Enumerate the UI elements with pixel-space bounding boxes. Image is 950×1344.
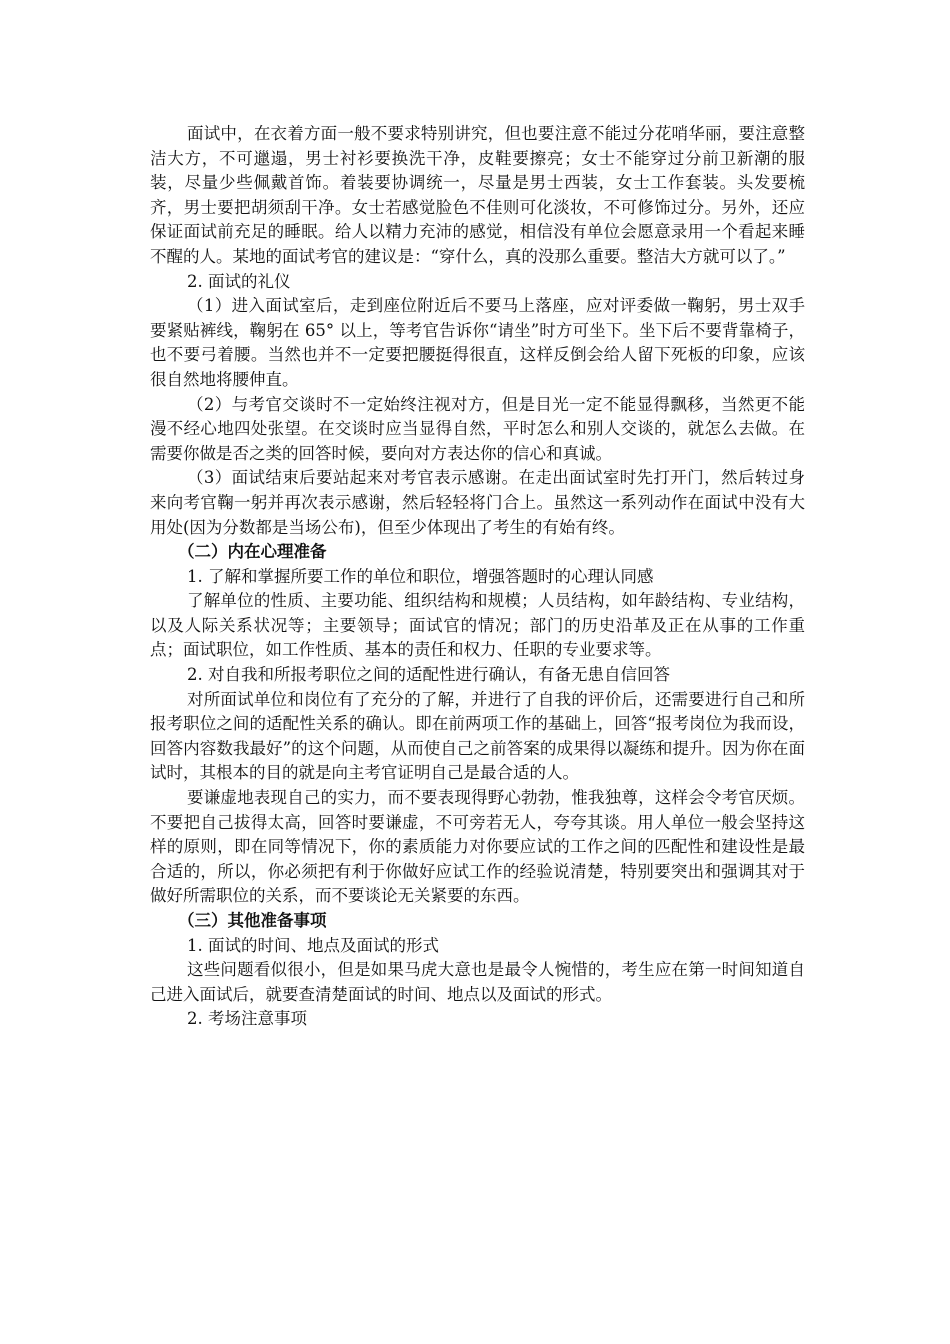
- section-heading-psychology: （二）内在心理准备: [178, 542, 327, 562]
- section-heading-other: （三）其他准备事项: [178, 911, 327, 930]
- paragraph-fit: 对所面试单位和岗位有了充分的了解，并进行了自我的评价后，还需要进行自己和所报考职位之间的适配性关系的确认。即在前两项工作的基础上，回答“报考岗位为我而设，回答内容数我最好”的这个问题，从而使自己之前答案的成果得以凝练和提升。因为你在面试时，其根本的目的就是向主考官证明自己是最合适的人。: [150, 689, 805, 783]
- paragraph-etiquette-2: （2）与考官交谈时不一定始终注视对方，但是目光一定不能显得飘移，当然更不能漫不经心地四处张望。在交谈时应当显得自然，平时怎么和别人交谈的，就怎么去做。在需要你做是否之类的回答时候，要向对方表达你的信心和真诚。: [150, 394, 805, 463]
- subheading-exam-notes: 2. 考场注意事项: [187, 1009, 307, 1029]
- paragraph-modesty: 要谦虚地表现自己的实力，而不要表现得野心勃勃，惟我独尊，这样会令考官厌烦。不要把自己拔得太高，回答时要谦虚，不可旁若无人，夸夸其谈。用人单位一般会坚持这样的原则，即在同等情况下，你的素质能力对你要应试的工作之间的匹配性和建设性是最合适的，所以，你必须把有利于你做好应试工作的经验说清楚，特别要突出和强调其对于做好所需职位的关系，而不要谈论无关紧要的东西。: [150, 788, 805, 906]
- subheading-fit: 2. 对自我和所报考职位之间的适配性进行确认，有备无患自信回答: [187, 665, 670, 685]
- paragraph-attire: 面试中，在衣着方面一般不要求特别讲究，但也要注意不能过分花哨华丽，要注意整洁大方，不可邋遢，男士衬衫要换洗干净，皮鞋要擦亮；女士不能穿过分前卫新潮的服装，尽量少些佩戴首饰。着装要协调统一，尽量是男士西装，女士工作套装。头发要梳齐，男士要把胡须刮干净。女士若感觉脸色不佳则可化淡妆，不可修饰过分。另外，还应保证面试前充足的睡眠。给人以精力充沛的感觉，相信没有单位会愿意录用一个看起来睡不醒的人。某地的面试考官的建议是：“穿什么，真的没那么重要。整洁大方就可以了。”: [150, 124, 805, 266]
- subheading-understand-unit: 1. 了解和掌握所要工作的单位和职位，增强答题时的心理认同感: [187, 566, 654, 586]
- subheading-time-place: 1. 面试的时间、地点及面试的形式: [187, 935, 439, 955]
- document-page: [150, 122, 805, 1032]
- paragraph-etiquette-3: （3）面试结束后要站起来对考官表示感谢。在走出面试室时先打开门，然后转过身来向考官鞠一躬并再次表示感谢，然后轻轻将门合上。虽然这一系列动作在面试中没有大用处(因为分数都是当场公布)，但至少体现出了考生的有始有终。: [150, 468, 805, 537]
- paragraph-understand-unit: 了解单位的性质、主要功能、组织结构和规模；人员结构，如年龄结构、专业结构，以及人际关系状况等；主要领导；面试官的情况；部门的历史沿革及正在从事的工作重点；面试职位，如工作性质、基本的责任和权力、任职的专业要求等。: [150, 591, 805, 660]
- paragraph-etiquette-1: （1）进入面试室后，走到座位附近后不要马上落座，应对评委做一鞠躬，男士双手要紧贴裤线，鞠躬在 65° 以上，等考官告诉你“请坐”时方可坐下。坐下后不要背靠椅子，也不要弓着腰。当然也并不一定要把腰挺得很直，这样反倒会给人留下死板的印象，应该很自然地将腰伸直。: [150, 296, 805, 389]
- paragraph-time-place: 这些问题看似很小，但是如果马虎大意也是最令人惋惜的，考生应在第一时间知道自己进入面试后，就要查清楚面试的时间、地点以及面试的形式。: [150, 960, 805, 1004]
- subheading-etiquette: 2. 面试的礼仪: [187, 271, 291, 291]
